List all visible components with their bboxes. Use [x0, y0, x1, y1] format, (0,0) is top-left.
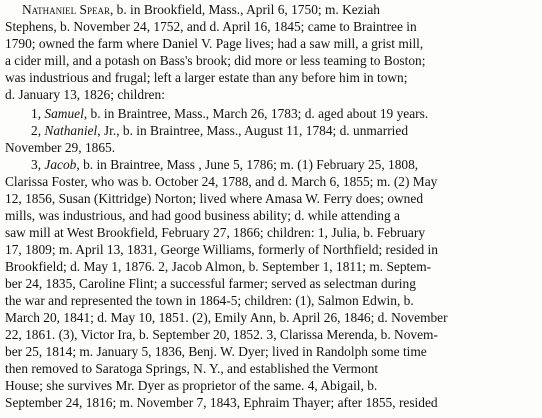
text-line [5, 259, 431, 276]
text-line [5, 225, 425, 242]
text-line [5, 191, 423, 208]
text-line [5, 70, 407, 87]
entry-number: 1, [31, 106, 45, 121]
text-line [5, 344, 427, 361]
text-line [5, 293, 414, 310]
text-line [5, 327, 438, 344]
line-text: 12, 1856, Susan (Kittridge) Norton; lived where Amasa W. Ferry does; owned [5, 191, 424, 206]
line-text: , Jr., b. in Braintree, Mass., August 11, 1784; d. unmarried [97, 123, 409, 138]
text-line [5, 361, 378, 378]
text-line [5, 140, 115, 157]
entry-number: 3, [31, 157, 45, 172]
text-line [5, 87, 165, 104]
line-text: 22, 1861. (3), Victor Ira, b. September 20, 1852. 3, Clarissa Merenda, b. Novem- [5, 327, 438, 342]
line-text: November 29, 1865. [5, 140, 116, 155]
line-text: d. January 13, 1826; children: [5, 87, 165, 102]
text-line [5, 53, 425, 70]
line-text: Stephens, b. November 24, 1752, and d. April 16, 1845; came to Braintree in [5, 19, 417, 34]
text-line [5, 208, 400, 225]
text-line [5, 174, 437, 191]
line-text: was industrious and frugal; left a larger estate than any before him in town; [5, 70, 408, 85]
text-line [5, 36, 423, 53]
text-line [5, 276, 416, 293]
child-name: Nathaniel [44, 123, 98, 138]
line-text: the war and represented the town in 1864-5; children: (1), Salmon Edwin, b. [5, 293, 414, 308]
text-line [5, 19, 417, 36]
line-text: , b. in Braintree, Mass., March 26, 1783; d. aged about 19 years. [83, 106, 429, 121]
line-text: ber 25, 1814; m. January 5, 1836, Benj. W. Dyer; lived in Randolph some time [5, 344, 427, 359]
line-text: a cider mill, and a potash on Bass's brook; did more or less teaming to Boston; [5, 53, 426, 68]
entry-name: Nathaniel Spear [22, 2, 110, 17]
line-text: mills, was industrious, and had good business ability; d. while attending a [5, 208, 400, 223]
text-line [22, 2, 380, 19]
text-line [5, 310, 448, 327]
text-line [5, 378, 377, 395]
line-text: then removed to Saratoga Springs, N. Y., and established the Vermont [5, 361, 379, 376]
child-name: Jacob [44, 157, 77, 172]
line-text: Clarissa Foster, who was b. October 24, 1788, and d. March 6, 1855; m. (2) May [5, 174, 438, 189]
line-text: 17, 1809; m. April 13, 1831, George Williams, formerly of Northfield; resided in [5, 242, 438, 257]
child-name: Samuel [44, 106, 84, 121]
line-text: ber 24, 1835, Caroline Flint; a successful farmer; served as selectman during [5, 276, 416, 291]
text-line [31, 123, 408, 140]
text-line [5, 395, 438, 412]
text-line [31, 157, 418, 174]
line-text: September 24, 1816; m. November 7, 1843, Ephraim Thayer; after 1855, resided [5, 395, 438, 410]
line-text: saw mill at West Brookfield, February 27, 1866; children: 1, Julia, b. February [5, 225, 426, 240]
line-text: 1790; owned the farm where Daniel V. Page lives; had a saw mill, a grist mill, [5, 36, 424, 51]
line-text: , b. in Braintree, Mass , June 5, 1786; m. (1) February 25, 1808, [76, 157, 419, 172]
text-line [5, 242, 438, 259]
line-text: , b. in Brookfield, Mass., April 6, 1750; m. Keziah [109, 2, 380, 17]
line-text: Brookfield; d. May 1, 1876. 2, Jacob Almon, b. September 1, 1811; m. Septem- [5, 259, 432, 274]
line-text: March 20, 1841; d. May 10, 1851. (2), Emily Ann, b. April 26, 1846; d. November [5, 310, 448, 325]
entry-number: 2, [31, 123, 45, 138]
text-line [31, 106, 428, 123]
line-text: House; she survives Mr. Dyer as proprietor of the same. 4, Abigail, b. [5, 378, 378, 393]
